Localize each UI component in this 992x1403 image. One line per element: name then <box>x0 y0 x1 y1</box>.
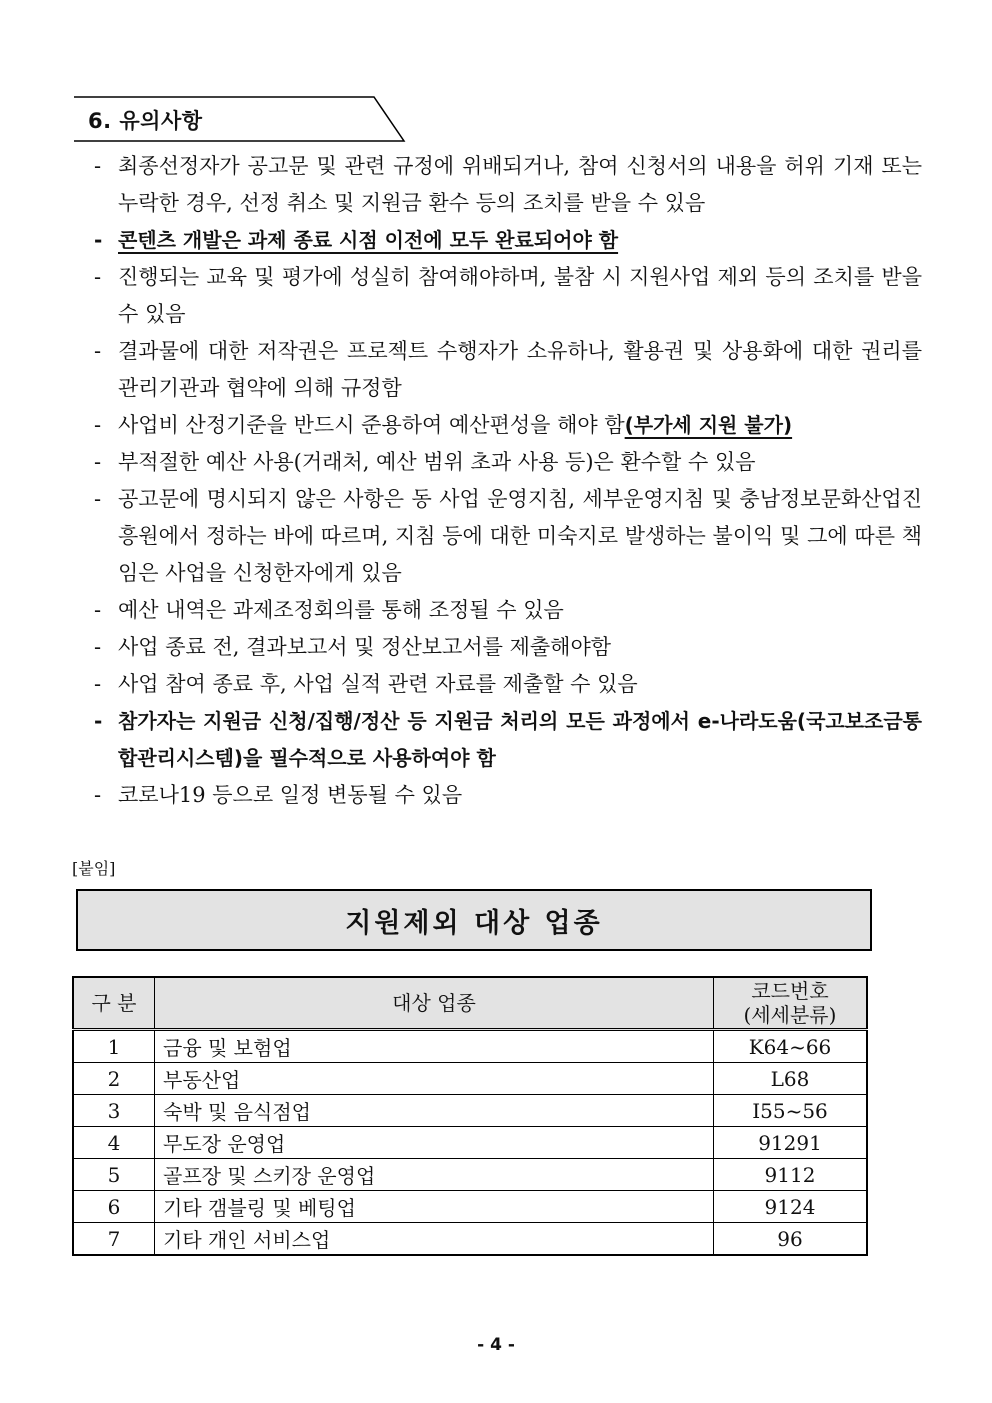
note-item: - 부적절한 예산 사용(거래처, 예산 범위 초과 사용 등)은 환수할 수 있음 <box>90 444 922 481</box>
table-row: 7 기타 개인 서비스업 96 <box>73 1223 867 1256</box>
note-item: - 사업 참여 종료 후, 사업 실적 관련 자료를 제출할 수 있음 <box>90 666 922 703</box>
attachment-title-box <box>76 889 872 951</box>
table-row: 2 부동산업 L68 <box>73 1063 867 1095</box>
note-item: - 공고문에 명시되지 않은 사항은 동 사업 운영지침, 세부운영지침 및 충남정보문화산업진흥원에서 정하는 바에 따르며, 지침 등에 대한 미숙지로 발생하는 불이익 및 그에 따른 책임은 사업을 신청한자에게 있음 <box>90 481 922 592</box>
excluded-industries-table <box>72 976 868 1256</box>
page-number: - 4 - <box>477 1335 515 1355</box>
note-item: - 예산 내역은 과제조정회의를 통해 조정될 수 있음 <box>90 592 922 629</box>
header-code: 코드번호 (세세분류) <box>714 977 868 1030</box>
note-item: - 사업비 산정기준을 반드시 준용하여 예산편성을 해야 함(부가세 지원 불가) <box>90 407 922 444</box>
note-item-emphasis: - 콘텐츠 개발은 과제 종료 시점 이전에 모두 완료되어야 함 <box>90 222 922 259</box>
table-row: 1 금융 및 보험업 K64~66 <box>73 1030 867 1063</box>
notes-list <box>90 148 922 814</box>
note-item-emphasis: - 참가자는 지원금 신청/집행/정산 등 지원금 처리의 모든 과정에서 e-나라도움(국고보조금통합관리시스템)을 필수적으로 사용하여야 함 <box>90 703 922 777</box>
attachment-title: 지원제외 대상 업종 <box>345 907 603 939</box>
table-header-row <box>73 977 867 1030</box>
header-industry: 대상 업종 <box>155 977 714 1030</box>
note-item: - 사업 종료 전, 결과보고서 및 정산보고서를 제출해야함 <box>90 629 922 666</box>
note-item: - 진행되는 교육 및 평가에 성실히 참여해야하며, 불참 시 지원사업 제외 등의 조치를 받을 수 있음 <box>90 259 922 333</box>
vat-notice: (부가세 지원 불가) <box>624 413 793 437</box>
section-title: 6. 유의사항 <box>88 109 203 133</box>
table-row: 3 숙박 및 음식점업 I55~56 <box>73 1095 867 1127</box>
table-row: 4 무도장 운영업 91291 <box>73 1127 867 1159</box>
header-category: 구 분 <box>73 977 155 1030</box>
note-item: - 코로나19 등으로 일정 변동될 수 있음 <box>90 777 922 814</box>
note-item: - 결과물에 대한 저작권은 프로젝트 수행자가 소유하나, 활용권 및 상용화에 대한 권리를 관리기관과 협약에 의해 규정함 <box>90 333 922 407</box>
note-item: - 최종선정자가 공고문 및 관련 규정에 위배되거나, 참여 신청서의 내용을 허위 기재 또는 누락한 경우, 선정 취소 및 지원금 환수 등의 조치를 받을 수 있음 <box>90 148 922 222</box>
section-header <box>74 96 406 142</box>
attachment-label: [붙임] <box>72 859 116 878</box>
table-row: 6 기타 갬블링 및 베팅업 9124 <box>73 1191 867 1223</box>
table-row: 5 골프장 및 스키장 운영업 9112 <box>73 1159 867 1191</box>
